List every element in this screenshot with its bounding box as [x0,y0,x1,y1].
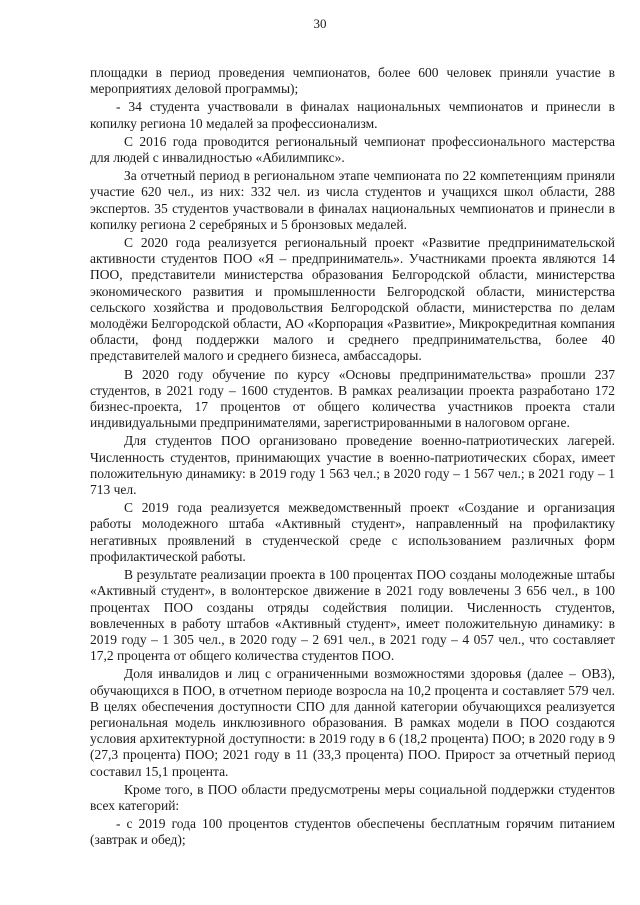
paragraph-project-results: В результате реализации проекта в 100 процентах ПОО созданы молодежные штабы «Активный студент», в волонтерское движение в 2021 году вовлечены 3 656 чел., в 100 процентах ПОО созданы отряды содействия полиции. Численность студентов, вовлеченных в работу штабов «Активный студент», имеет положительную динамику: в 2019 году – 1 305 чел., в 2020 году – 2 691 чел., в 2021 году – 4 057 чел., что составляет 17,2 процента от общего количества студентов ПОО. [90,567,615,664]
paragraph-bullet-meals: - с 2019 года 100 процентов студентов обеспечены бесплатным горячим питанием (завтрак и обед); [90,816,615,848]
paragraph-bullet-medals: - 34 студента участвовали в финалах национальных чемпионатов и принесли в копилку региона 10 медалей за профессионализм. [90,99,615,131]
page-number: 30 [313,16,327,31]
paragraph-active-student-project: С 2019 года реализуется межведомственный проект «Создание и организация работы молодежного штаба «Активный студент», направленный на профилактику негативных проявлений в студенческой среде с использованием различных форм профилактической работы. [90,500,615,564]
paragraph-inclusive-education: Доля инвалидов и лиц с ограниченными возможностями здоровья (далее – ОВЗ), обучающихся в ПОО, в отчетном периоде возросла на 10,2 процента и составляет 579 чел. В целях обеспечения доступности СПО для данной категории обучающихся реализуется региональная модель инклюзивного образования. В рамках модели в ПОО создаются условия архитектурной доступности: в 2019 году в 6 (18,2 процента) ПОО; в 2020 году в 9 (27,3 процента) ПОО; 2021 году в 11 (33,3 процента) ПОО. Прирост за отчетный период составил 15,1 процента. [90,666,615,779]
paragraph-entrepreneur-project: С 2020 года реализуется региональный проект «Развитие предпринимательской активности студентов ПОО «Я – предприниматель». Участниками проекта являются 14 ПОО, представители министерства образования Белгородской области, министерства экономического развития и промышленности Белгородской области, министерства сельского хозяйства и продовольствия Белгородской области, министерства по делам молодёжи Белгородской области, АО «Корпорация «Развитие», Микрокредитная компания области, фонд поддержки малого и среднего предпринимательства, более 40 представителей малого и среднего бизнеса, амбассадоры. [90,235,615,364]
paragraph-regional-stage: За отчетный период в региональном этапе чемпионата по 22 компетенциям приняли участие 620 чел., из них: 332 чел. из числа студентов и учащихся школ области, 288 экспертов. 35 студентов участвовали в финалах национальных чемпионатов и принесли в копилку региона 2 серебряных и 5 бронзовых медалей. [90,168,615,232]
paragraph-entrepreneur-course: В 2020 году обучение по курсу «Основы предпринимательства» прошли 237 студентов, в 2021 году – 1600 студентов. В рамках реализации проекта разработано 172 бизнес-проекта, 17 процентов от общего количества участников проекта стали индивидуальными предпринимателями, зарегистрированными в налоговом органе. [90,366,615,431]
paragraph-continuation: площадки в период проведения чемпионатов, более 600 человек приняли участие в мероприятиях деловой программы); [90,65,615,97]
paragraph-military-camps: Для студентов ПОО организовано проведение военно-патриотических лагерей. Численность студентов, принимающих участие в военно-патриотических сборах, имеет положительную динамику: в 2019 году 1 563 чел.; в 2020 году – 1 567 чел.; в 2021 году – 1 713 чел. [90,433,615,498]
paragraph-social-support: Кроме того, в ПОО области предусмотрены меры социальной поддержки студентов всех категорий: [90,781,615,813]
document-body [90,65,615,849]
paragraph-abilympics: С 2016 года проводится региональный чемпионат профессионального мастерства для людей с инвалидностью «Абилимпикс». [90,133,615,166]
